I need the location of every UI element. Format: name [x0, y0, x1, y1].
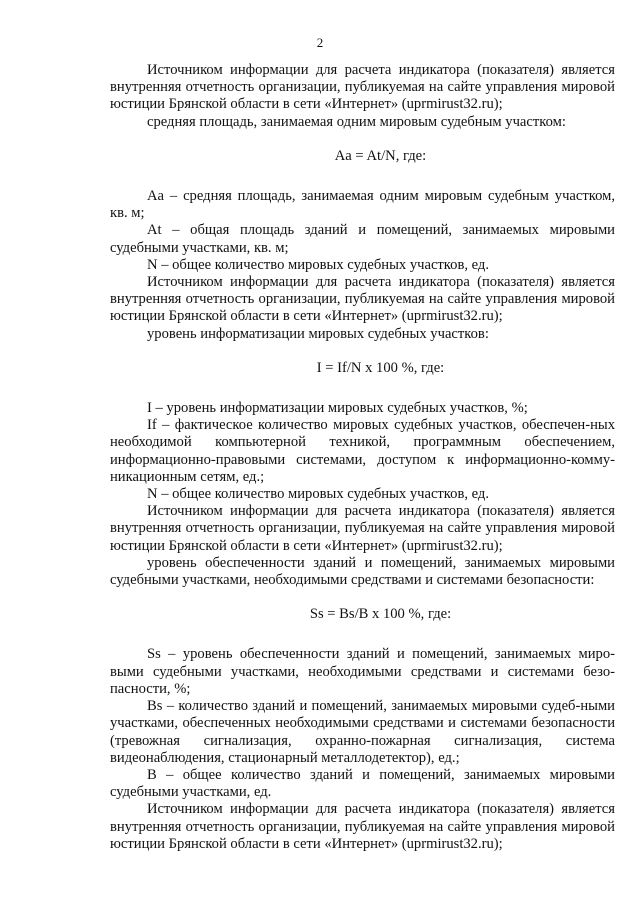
definition: B – общее количество зданий и помещений, занимаемых мировыми судебными участками, ед.	[110, 766, 615, 801]
page-number: 2	[316, 35, 324, 50]
definition: Aa – средняя площадь, занимаемая одним мировым судебным участком, кв. м;	[110, 188, 615, 222]
indicator-intro: средняя площадь, занимаемая одним мировым судебным участком:	[147, 113, 566, 130]
source-paragraph: Источником информации для расчета индикатора (показателя) является внутренняя отчетность организации, публикуемая на сайте управления мировой юстиции Брянской области в сети «Интернет» (uprmirust32.ru);	[110, 801, 615, 852]
definition: N – общее количество мировых судебных участков, ед.	[147, 486, 490, 503]
source-paragraph: Источником информации для расчета индикатора (показателя) является внутренняя отчетность организации, публикуемая на сайте управления мировой юстиции Брянской области в сети «Интернет» (uprmirust32.ru);	[110, 503, 615, 554]
source-paragraph: Источником информации для расчета индикатора (показателя) является внутренняя отчетность организации, публикуемая на сайте управления мировой юстиции Брянской области в сети «Интернет» (uprmirust32.ru);	[110, 62, 615, 113]
definition: If – фактическое количество мировых судебных участков, обеспечен-ных необходимой компьютерной техникой, программным обеспечением, информационно-правовыми системами, доступом к информационно-комму-никационным сетям, ед.;	[110, 417, 615, 485]
indicator-intro: уровень обеспеченности зданий и помещений, занимаемых мировыми судебными участками, необходимыми средствами и системами безопасности:	[110, 554, 615, 589]
formula: Aa = At/N, где:	[334, 147, 427, 164]
indicator-intro: уровень информатизации мировых судебных участков:	[147, 325, 489, 342]
definition: Bs – количество зданий и помещений, занимаемых мировыми судеб-ными участками, обеспеченных необходимыми средствами и системами безопасности (тревожная сигнализация, охранно-пожарная сигнализация, система видеонаблюдения, стационарный металлодетектор), ед.;	[110, 698, 615, 766]
definition: I – уровень информатизации мировых судебных участков, %;	[147, 400, 528, 417]
formula: Ss = Bs/B x 100 %, где:	[309, 606, 452, 623]
definition: Ss – уровень обеспеченности зданий и помещений, занимаемых миро-выми судебными участками, необходимыми средствами и системами безо-пасности, %;	[110, 646, 615, 697]
definition: At – общая площадь зданий и помещений, занимаемых мировыми судебными участками, кв. м;	[110, 222, 615, 256]
formula: I = If/N x 100 %, где:	[316, 359, 445, 376]
document-body	[110, 62, 615, 853]
definition: N – общее количество мировых судебных участков, ед.	[147, 256, 490, 273]
source-paragraph: Источником информации для расчета индикатора (показателя) является внутренняя отчетность организации, публикуемая на сайте управления мировой юстиции Брянской области в сети «Интернет» (uprmirust32.ru);	[110, 274, 615, 325]
